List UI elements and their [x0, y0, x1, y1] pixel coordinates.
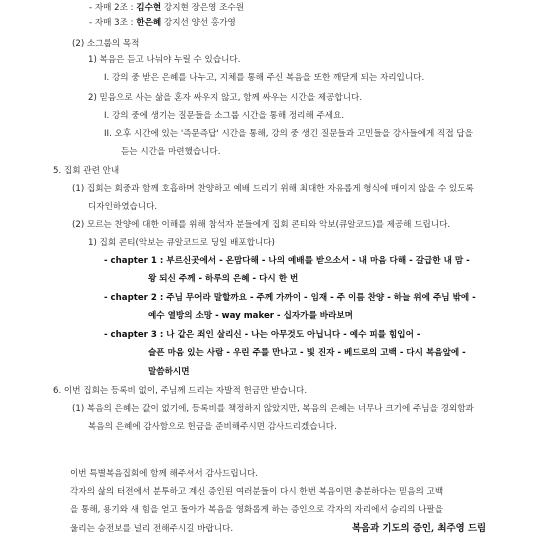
- paragraph: (1) 복음의 은혜는 값이 없기에, 등록비를 책정하지 않았지만, 복음의 은혜는 너무나 크기에 주님을 경외함과: [72, 404, 474, 414]
- group-members: 강지선 양선 홍가영: [161, 18, 236, 28]
- setlist-chapter-1: - chapter 1 : 부르신곳에서 - 온맘다해 - 나의 예배를 받으소서 - 내 마음 다해 - 갈급한 내 맘 -: [104, 256, 470, 266]
- list-item: 1) 복음은 듣고 나눠야 누릴 수 있습니다.: [88, 55, 241, 65]
- setlist-continuation: 왕 되신 주께 - 하루의 은혜 - 다시 한 번: [148, 274, 299, 284]
- group-label: - 자매 3조 :: [89, 18, 137, 28]
- closing-paragraph: 각자의 삶의 터전에서 분투하고 계신 증인된 여러분들이 다시 한번 복음이면 충분하다는 믿음의 고백: [70, 487, 444, 497]
- setlist-continuation: 말씀하시면: [148, 367, 190, 377]
- list-item: I. 강의 중에 생기는 질문들을 소그룹 시간을 통해 정리해 주세요.: [104, 111, 345, 121]
- list-item: 2) 믿음으로 사는 삶을 혼자 싸우지 않고, 함께 싸우는 시간을 제공합니다.: [88, 93, 363, 103]
- subheading-small-group-purpose: (2) 소그룹의 목적: [72, 39, 140, 49]
- setlist-continuation: 슬픈 마음 있는 사람 - 우린 주를 만나고 - 빛 진자 - 베드로의 고백 - 다시 복음앞에 -: [148, 348, 466, 358]
- list-item: I. 강의 중 받은 은혜를 나누고, 지체를 통해 주신 복음을 또한 깨닫게 되는 자리입니다.: [104, 73, 425, 83]
- section-heading-meeting-info: 5. 집회 관련 안내: [53, 166, 120, 176]
- group-leader: 한은혜: [136, 18, 162, 28]
- closing-paragraph: 을 통해, 용기와 새 힘을 얻고 돌아가 복음을 영화롭게 하는 증인으로 각자의 자리에서 승리의 나팔을: [70, 505, 444, 515]
- paragraph: (2) 모르는 찬양에 대한 이해를 위해 참석자 분들에게 집회 콘티와 악보(큐알코드)를 제공해 드립니다.: [72, 220, 451, 230]
- group-members: 강지현 장은영 조수원: [161, 3, 245, 13]
- closing-thanks: 이번 특별복음집회에 함께 해주셔서 감사드립니다.: [70, 469, 258, 479]
- setlist-chapter-2: - chapter 2 : 주님 무어라 말할까요 - 주께 가까이 - 임재 - 주 이름 찬양 - 하늘 위에 주님 밖에 -: [104, 293, 476, 303]
- paragraph-continuation: 복음의 은혜에 감사함으로 헌금을 준비해주시면 감사드리겠습니다.: [88, 422, 337, 432]
- closing-paragraph: 울리는 승전보를 널리 전해주시길 바랍니다.: [70, 524, 234, 534]
- group-leader: 김수현: [136, 3, 162, 13]
- group-line-sisters-3: [89, 18, 236, 29]
- signature: 복음과 기도의 증인, 최주영 드림: [352, 523, 487, 534]
- group-line-sisters-2: [89, 3, 244, 14]
- setlist-continuation: 예수 열방의 소망 - way maker - 십자가를 바라보며: [148, 311, 353, 321]
- paragraph-continuation: 디자인하였습니다.: [88, 202, 158, 212]
- list-item-continuation: 듣는 시간을 마련했습니다.: [121, 147, 221, 157]
- section-heading-offering: 6. 이번 집회는 등록비 없이, 주님께 드리는 자발적 헌금만 받습니다.: [53, 386, 308, 396]
- paragraph: (1) 집회는 회중과 함께 호흡하며 찬양하고 예배 드리기 위해 최대한 자유롭게 형식에 매이지 않을 수 있도록: [72, 184, 474, 194]
- group-label: - 자매 2조 :: [89, 3, 137, 13]
- list-item: 1) 집회 콘티(악보는 큐알코드로 딩일 배포합니다): [88, 238, 275, 248]
- setlist-chapter-3: - chapter 3 : 나 같은 죄인 살리신 - 나는 아무것도 아닙니다 - 예수 피를 힘입어 -: [104, 330, 421, 340]
- list-item: II. 오후 시간에 있는 '즉문즉답' 시간을 통해, 강의 중 생긴 질문들과 고민들을 강사들에게 직접 답을: [104, 129, 473, 139]
